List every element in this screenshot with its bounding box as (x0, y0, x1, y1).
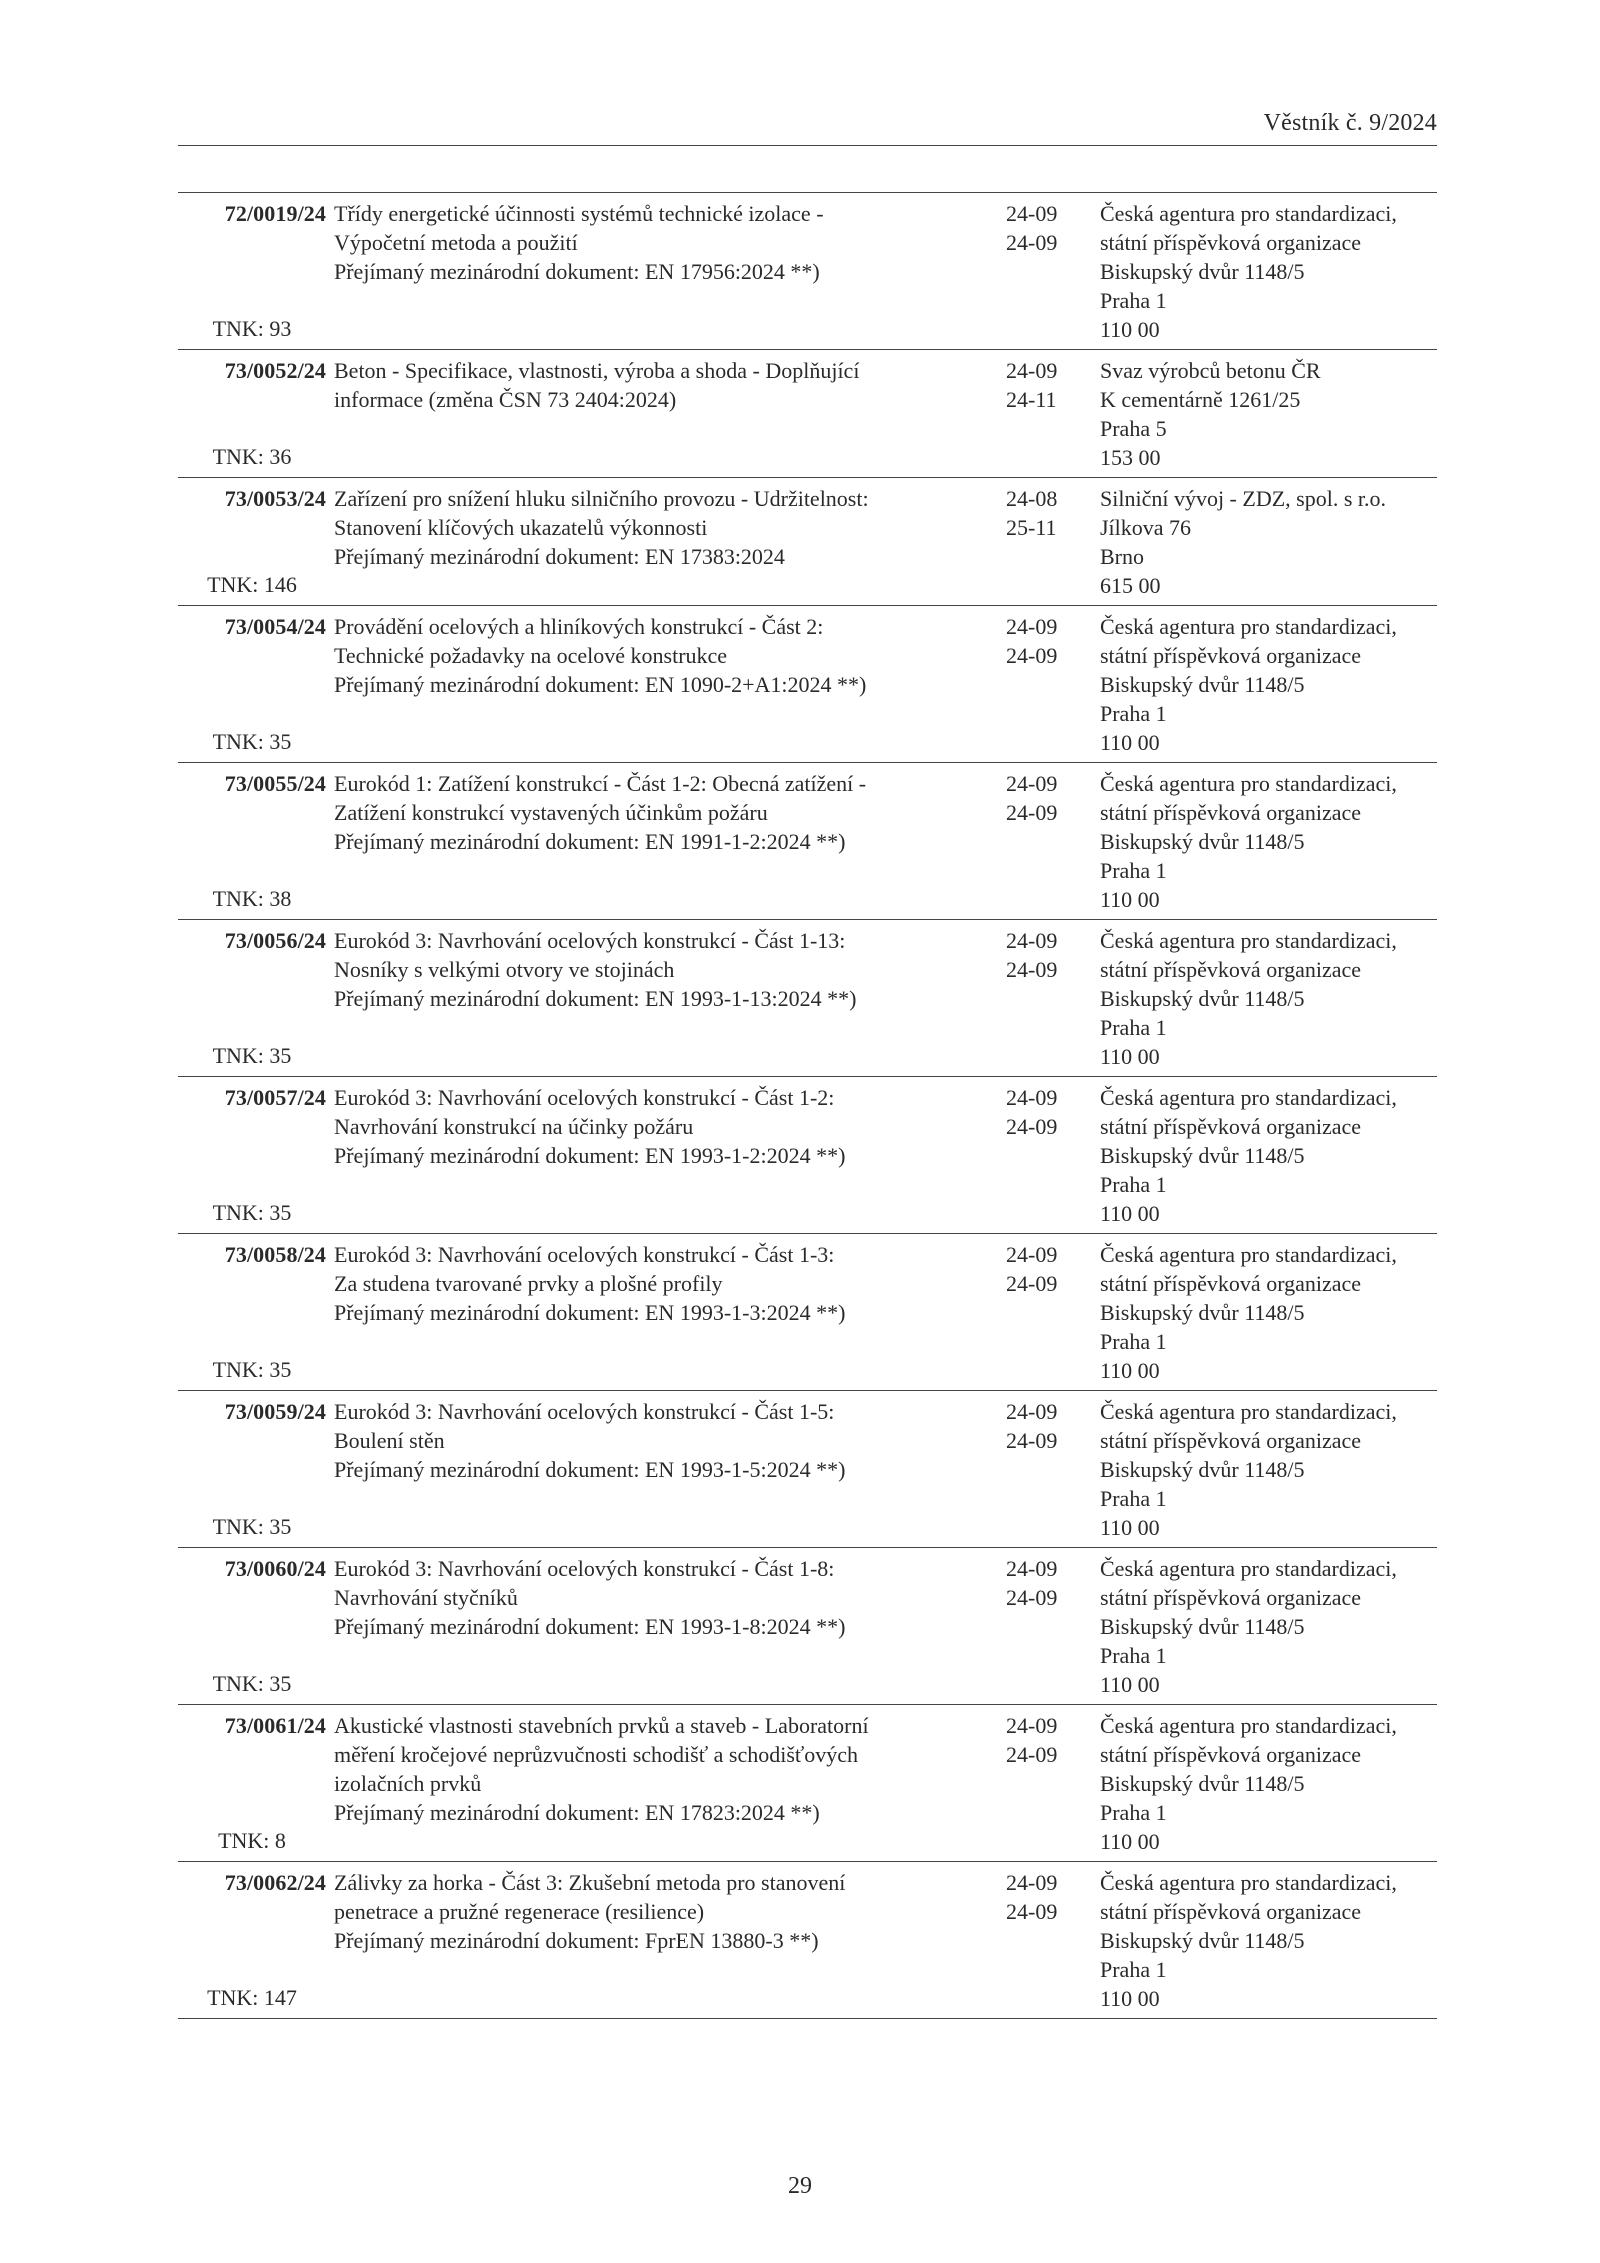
entry-processor-address (1100, 199, 1440, 344)
standard-entry (178, 1391, 1437, 1548)
entry-dates (1006, 199, 1076, 257)
entry-date: 24-09 (1006, 614, 1058, 639)
entry-date: 24-11 (1006, 387, 1057, 412)
entry-date: 24-09 (1006, 1556, 1058, 1581)
entry-title-line: Navrhování konstrukcí na účinky požáru (334, 1114, 694, 1139)
entry-processor-address (1100, 1083, 1440, 1228)
entry-address-line: Česká agentura pro standardizaci, (1100, 771, 1397, 796)
entry-processor-address (1100, 612, 1440, 757)
entry-address-line: Praha 1 (1100, 858, 1167, 883)
entry-address-line: Praha 1 (1100, 1172, 1167, 1197)
entry-title-line: Přejímaný mezinárodní dokument: EN 17383:2024 (334, 544, 785, 569)
entry-address-line: 153 00 (1100, 445, 1161, 470)
entry-title-line: Přejímaný mezinárodní dokument: EN 1993-1-2:2024 **) (334, 1143, 846, 1168)
entry-title (334, 926, 934, 1013)
entry-title (334, 199, 934, 286)
entry-date: 24-08 (1006, 486, 1058, 511)
entry-date: 24-09 (1006, 1399, 1058, 1424)
entry-title-line: Navrhování styčníků (334, 1585, 518, 1610)
entry-address-line: Praha 1 (1100, 1486, 1167, 1511)
entry-date: 24-09 (1006, 1713, 1058, 1738)
entry-processor-address (1100, 926, 1440, 1071)
standard-entry (178, 1862, 1437, 2019)
entry-id-column (178, 612, 326, 756)
entry-tnk: TNK: 93 (212, 316, 292, 341)
entry-processor-address (1100, 1554, 1440, 1699)
standard-entry (178, 350, 1437, 478)
entry-processor-address (1100, 484, 1440, 600)
entry-dates (1006, 1711, 1076, 1769)
entry-tnk: TNK: 146 (207, 572, 297, 597)
entry-date: 24-09 (1006, 1085, 1058, 1110)
entry-address-line: Biskupský dvůr 1148/5 (1100, 1614, 1305, 1639)
entry-dates (1006, 1240, 1076, 1298)
entry-address-line: státní příspěvková organizace (1100, 1114, 1362, 1139)
standard-entry (178, 1077, 1437, 1234)
entry-processor-address (1100, 1240, 1440, 1385)
entry-number: 73/0054/24 (224, 614, 326, 639)
entry-title-line: Eurokód 3: Navrhování ocelových konstrukcí - Část 1-5: (334, 1399, 835, 1424)
entry-title (334, 1240, 934, 1327)
entry-address-line: Česká agentura pro standardizaci, (1100, 1713, 1397, 1738)
entry-number: 73/0057/24 (224, 1085, 326, 1110)
entry-number: 73/0060/24 (224, 1556, 326, 1581)
entry-address-line: státní příspěvková organizace (1100, 643, 1362, 668)
entry-address-line: Česká agentura pro standardizaci, (1100, 1085, 1397, 1110)
entry-date: 24-09 (1006, 1742, 1058, 1767)
entry-date: 24-09 (1006, 928, 1058, 953)
entry-processor-address (1100, 1711, 1440, 1856)
entry-address-line: státní příspěvková organizace (1100, 230, 1362, 255)
entry-title-line: Eurokód 1: Zatížení konstrukcí - Část 1-2: Obecná zatížení - (334, 771, 867, 796)
entry-address-line: Praha 5 (1100, 416, 1167, 441)
entry-title-line: Stanovení klíčových ukazatelů výkonnosti (334, 515, 708, 540)
standard-entry (178, 1548, 1437, 1705)
entry-title-line: Nosníky s velkými otvory ve stojinách (334, 957, 675, 982)
entry-address-line: 110 00 (1100, 1672, 1160, 1697)
entry-address-line: státní příspěvková organizace (1100, 1271, 1362, 1296)
entry-number: 73/0058/24 (224, 1242, 326, 1267)
entry-address-line: Praha 1 (1100, 1800, 1167, 1825)
entry-address-line: státní příspěvková organizace (1100, 1585, 1362, 1610)
entry-title-line: penetrace a pružné regenerace (resilience) (334, 1899, 705, 1924)
entry-title-line: Eurokód 3: Navrhování ocelových konstrukcí - Část 1-13: (334, 928, 846, 953)
entry-title (334, 1868, 934, 1955)
entry-tnk: TNK: 8 (218, 1828, 286, 1853)
entry-processor-address (1100, 1397, 1440, 1542)
page-number: 29 (788, 2173, 812, 2199)
entry-id-column (178, 926, 326, 1070)
entry-tnk: TNK: 147 (207, 1985, 297, 2010)
entry-title-line: Třídy energetické účinnosti systémů technické izolace - (334, 201, 824, 226)
standard-entry (178, 478, 1437, 606)
entry-date: 24-09 (1006, 230, 1058, 255)
entry-title-line: Výpočetní metoda a použití (334, 230, 578, 255)
entry-dates (1006, 1397, 1076, 1455)
entry-title (334, 484, 934, 571)
entry-title-line: Přejímaný mezinárodní dokument: EN 1993-1-13:2024 **) (334, 986, 857, 1011)
entry-date: 24-09 (1006, 957, 1058, 982)
entry-title-line: Přejímaný mezinárodní dokument: EN 1090-2+A1:2024 **) (334, 672, 867, 697)
entry-id-column (178, 1554, 326, 1698)
entry-tnk: TNK: 36 (212, 444, 292, 469)
entry-date: 24-09 (1006, 1114, 1058, 1139)
entry-address-line: Česká agentura pro standardizaci, (1100, 1870, 1397, 1895)
standard-entry (178, 1705, 1437, 1862)
entry-tnk: TNK: 35 (212, 1514, 292, 1539)
entry-address-line: Jílkova 76 (1100, 515, 1192, 540)
entry-title-line: informace (změna ČSN 73 2404:2024) (334, 387, 677, 412)
entry-title-line: měření kročejové neprůzvučnosti schodišť a schodišťových (334, 1742, 859, 1767)
entry-number: 73/0062/24 (224, 1870, 326, 1895)
entry-date: 24-09 (1006, 1870, 1058, 1895)
entry-address-line: Brno (1100, 544, 1144, 569)
entry-dates (1006, 612, 1076, 670)
entry-tnk: TNK: 35 (212, 1200, 292, 1225)
entry-address-line: Praha 1 (1100, 1329, 1167, 1354)
entry-title-line: Přejímaný mezinárodní dokument: EN 1993-1-8:2024 **) (334, 1614, 846, 1639)
entry-address-line: 110 00 (1100, 730, 1160, 755)
entry-address-line: 110 00 (1100, 1829, 1160, 1854)
entry-processor-address (1100, 356, 1440, 472)
header-divider (178, 145, 1437, 146)
entry-date: 24-09 (1006, 201, 1058, 226)
entry-address-line: státní příspěvková organizace (1100, 1428, 1362, 1453)
entry-date: 24-09 (1006, 1585, 1058, 1610)
entry-title-line: Zatížení konstrukcí vystavených účinkům požáru (334, 800, 768, 825)
entry-processor-address (1100, 1868, 1440, 2013)
entry-address-line: státní příspěvková organizace (1100, 1899, 1362, 1924)
entry-tnk: TNK: 35 (212, 729, 292, 754)
standard-entry (178, 193, 1437, 350)
entry-address-line: Česká agentura pro standardizaci, (1100, 201, 1397, 226)
entry-title-line: Technické požadavky na ocelové konstrukce (334, 643, 728, 668)
entry-address-line: 110 00 (1100, 317, 1160, 342)
entry-address-line: 110 00 (1100, 1201, 1160, 1226)
entry-title-line: Přejímaný mezinárodní dokument: EN 1991-1-2:2024 **) (334, 829, 846, 854)
entry-dates (1006, 769, 1076, 827)
entry-address-line: Česká agentura pro standardizaci, (1100, 1399, 1397, 1424)
entry-title-line: Eurokód 3: Navrhování ocelových konstrukcí - Část 1-3: (334, 1242, 835, 1267)
entry-date: 24-09 (1006, 1899, 1058, 1924)
entry-dates (1006, 926, 1076, 984)
entry-number: 73/0061/24 (224, 1713, 326, 1738)
entry-dates (1006, 356, 1076, 414)
entry-number: 73/0052/24 (224, 358, 326, 383)
entry-address-line: Česká agentura pro standardizaci, (1100, 614, 1397, 639)
entry-date: 25-11 (1006, 515, 1057, 540)
entry-address-line: Biskupský dvůr 1148/5 (1100, 1457, 1305, 1482)
entry-number: 72/0019/24 (224, 201, 326, 226)
entry-date: 24-09 (1006, 800, 1058, 825)
entry-address-line: státní příspěvková organizace (1100, 957, 1362, 982)
entry-title-line: izolačních prvků (334, 1771, 482, 1796)
entry-title-line: Přejímaný mezinárodní dokument: EN 17956:2024 **) (334, 259, 820, 284)
entry-address-line: Praha 1 (1100, 1957, 1167, 1982)
entry-title-line: Přejímaný mezinárodní dokument: EN 17823:2024 **) (334, 1800, 820, 1825)
entry-processor-address (1100, 769, 1440, 914)
entry-address-line: Biskupský dvůr 1148/5 (1100, 829, 1305, 854)
standard-entry (178, 763, 1437, 920)
entry-dates (1006, 1083, 1076, 1141)
entry-number: 73/0053/24 (224, 486, 326, 511)
entry-id-column (178, 769, 326, 913)
entry-address-line: Biskupský dvůr 1148/5 (1100, 672, 1305, 697)
standard-entry (178, 606, 1437, 763)
entry-address-line: Praha 1 (1100, 1643, 1167, 1668)
entry-address-line: státní příspěvková organizace (1100, 1742, 1362, 1767)
entry-address-line: 110 00 (1100, 1986, 1160, 2011)
entry-title-line: Provádění ocelových a hliníkových konstrukcí - Část 2: (334, 614, 824, 639)
entry-title-line: Eurokód 3: Navrhování ocelových konstrukcí - Část 1-8: (334, 1556, 835, 1581)
entry-dates (1006, 484, 1076, 542)
entry-address-line: Svaz výrobců betonu ČR (1100, 358, 1321, 383)
entry-title-line: Přejímaný mezinárodní dokument: EN 1993-1-3:2024 **) (334, 1300, 846, 1325)
entry-number: 73/0055/24 (224, 771, 326, 796)
entry-dates (1006, 1554, 1076, 1612)
standard-entry (178, 920, 1437, 1077)
entry-id-column (178, 484, 326, 599)
entry-title (334, 356, 934, 414)
entry-date: 24-09 (1006, 643, 1058, 668)
entry-address-line: K cementárně 1261/25 (1100, 387, 1301, 412)
entry-address-line: 110 00 (1100, 887, 1160, 912)
entry-address-line: Biskupský dvůr 1148/5 (1100, 1143, 1305, 1168)
entry-id-column (178, 356, 326, 471)
entry-title-line: Boulení stěn (334, 1428, 445, 1453)
entry-address-line: Česká agentura pro standardizaci, (1100, 1242, 1397, 1267)
entry-title-line: Beton - Specifikace, vlastnosti, výroba a shoda - Doplňující (334, 358, 860, 383)
entry-dates (1006, 1868, 1076, 1926)
entry-title-line: Přejímaný mezinárodní dokument: EN 1993-1-5:2024 **) (334, 1457, 846, 1482)
entry-date: 24-09 (1006, 771, 1058, 796)
entry-id-column (178, 1397, 326, 1541)
entry-address-line: Biskupský dvůr 1148/5 (1100, 259, 1305, 284)
entry-tnk: TNK: 35 (212, 1357, 292, 1382)
entry-title-line: Zálivky za horka - Část 3: Zkušební metoda pro stanovení (334, 1870, 846, 1895)
entry-title-line: Eurokód 3: Navrhování ocelových konstrukcí - Část 1-2: (334, 1085, 835, 1110)
entry-id-column (178, 1240, 326, 1384)
entry-title-line: Přejímaný mezinárodní dokument: FprEN 13880-3 **) (334, 1928, 819, 1953)
entry-address-line: 110 00 (1100, 1358, 1160, 1383)
entry-date: 24-09 (1006, 1428, 1058, 1453)
standards-list (178, 192, 1437, 2019)
entry-title (334, 1397, 934, 1484)
entry-id-column (178, 1711, 326, 1855)
entry-tnk: TNK: 35 (212, 1671, 292, 1696)
entry-address-line: Biskupský dvůr 1148/5 (1100, 1928, 1305, 1953)
entry-address-line: Silniční vývoj - ZDZ, spol. s r.o. (1100, 486, 1386, 511)
entry-date: 24-09 (1006, 1271, 1058, 1296)
entry-title (334, 1083, 934, 1170)
entry-title (334, 1711, 934, 1827)
entry-address-line: Praha 1 (1100, 288, 1167, 313)
entry-address-line: státní příspěvková organizace (1100, 800, 1362, 825)
entry-address-line: Praha 1 (1100, 1015, 1167, 1040)
entry-title-line: Akustické vlastnosti stavebních prvků a staveb - Laboratorní (334, 1713, 869, 1738)
entry-address-line: Biskupský dvůr 1148/5 (1100, 986, 1305, 1011)
entry-date: 24-09 (1006, 1242, 1058, 1267)
entry-address-line: Biskupský dvůr 1148/5 (1100, 1300, 1305, 1325)
entry-id-column (178, 1083, 326, 1227)
entry-address-line: Česká agentura pro standardizaci, (1100, 1556, 1397, 1581)
entry-address-line: Praha 1 (1100, 701, 1167, 726)
entry-address-line: 615 00 (1100, 573, 1161, 598)
bulletin-title: Věstník č. 9/2024 (1263, 110, 1437, 136)
entry-id-column (178, 1868, 326, 2012)
standard-entry (178, 1234, 1437, 1391)
entry-title-line: Zařízení pro snížení hluku silničního provozu - Udržitelnost: (334, 486, 869, 511)
entry-number: 73/0059/24 (224, 1399, 326, 1424)
entry-address-line: 110 00 (1100, 1044, 1160, 1069)
entry-title (334, 1554, 934, 1641)
entry-number: 73/0056/24 (224, 928, 326, 953)
entry-address-line: Česká agentura pro standardizaci, (1100, 928, 1397, 953)
entry-tnk: TNK: 38 (212, 886, 292, 911)
entry-tnk: TNK: 35 (212, 1043, 292, 1068)
entry-address-line: 110 00 (1100, 1515, 1160, 1540)
entry-title (334, 769, 934, 856)
entry-title (334, 612, 934, 699)
entry-date: 24-09 (1006, 358, 1058, 383)
entry-id-column (178, 199, 326, 343)
entry-address-line: Biskupský dvůr 1148/5 (1100, 1771, 1305, 1796)
entry-title-line: Za studena tvarované prvky a plošné profily (334, 1271, 723, 1296)
